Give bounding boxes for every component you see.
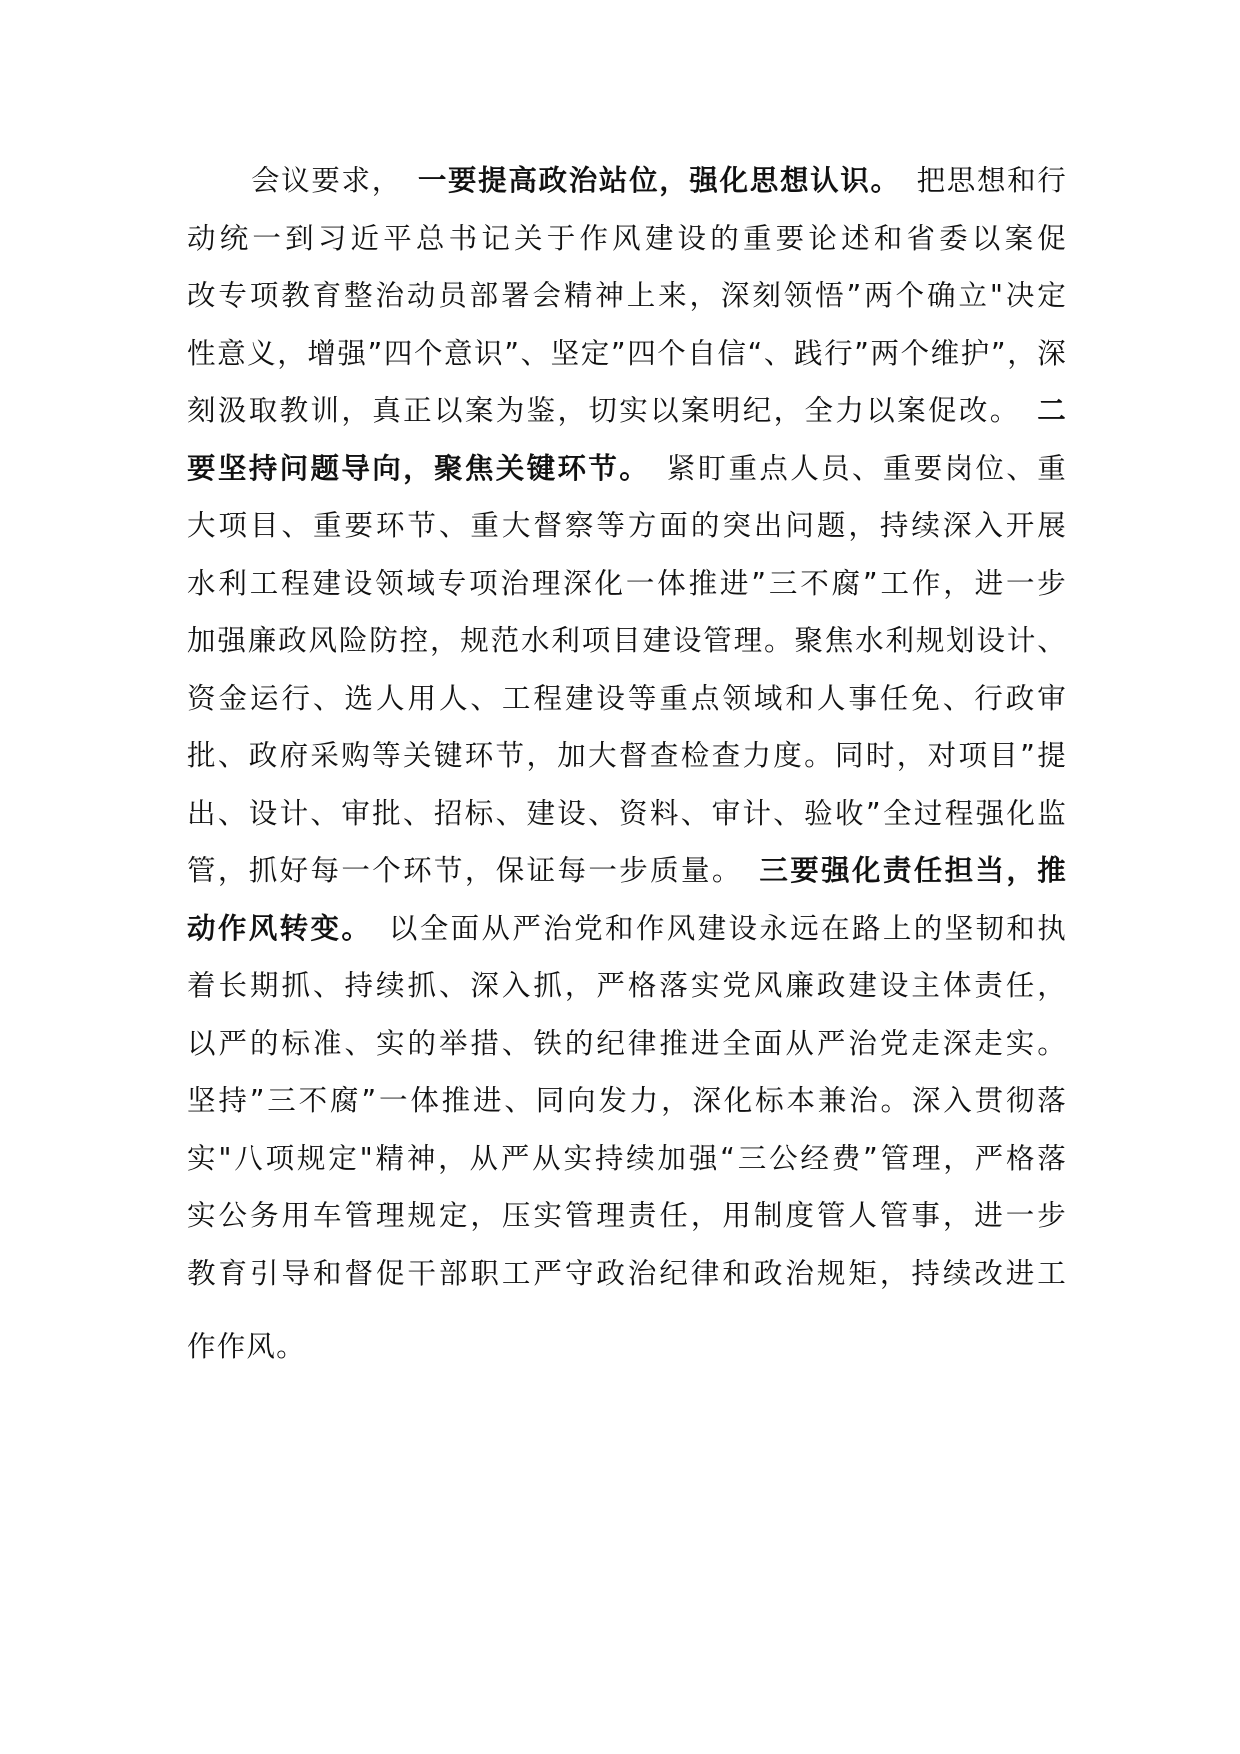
text-line — [187, 267, 1067, 325]
body-text: 坚持”三不腐”一体推进、同向发力，深化标本兼治。深入贯彻落 — [187, 1084, 1067, 1117]
body-text: 实"八项规定"精神，从严从实持续加强“三公经费”管理，严格落 — [187, 1141, 1067, 1175]
text-line — [187, 900, 1067, 958]
body-text: 批、政府采购等关键环节，加大督查检查力度。同时，对项目”提 — [187, 739, 1067, 772]
text-line — [187, 1245, 1067, 1303]
body-text: 紧盯重点人员、重要岗位、重 — [635, 451, 1067, 485]
text-line — [187, 555, 1067, 613]
text-line — [187, 612, 1067, 670]
text-line — [187, 727, 1067, 785]
body-paragraph — [187, 152, 1067, 1376]
body-text: 管，抓好每一个环节，保证每一步质量。 — [187, 854, 760, 887]
body-text: 资金运行、选人用人、工程建设等重点领域和人事任免、行政审 — [187, 681, 1067, 715]
body-text: 加强廉政风险防控，规范水利项目建设管理。聚焦水利规划设计、 — [187, 624, 1067, 657]
body-text: 着长期抓、持续抓、深入抓，严格落实党风廉政建设主体责任， — [187, 969, 1067, 1002]
text-line — [187, 1130, 1067, 1188]
body-text: 会议要求， — [251, 164, 418, 197]
text-line — [187, 1015, 1067, 1073]
bold-heading-text: 一要提高政治站位，强化思想认识。 — [417, 164, 887, 197]
body-text: 刻汲取教训，真正以案为鉴，切实以案明纪，全力以案促改。 — [187, 394, 1038, 427]
text-line — [187, 670, 1067, 728]
text-line — [187, 382, 1067, 440]
body-text: 性意义，增强”四个意识”、坚定”四个自信“、践行”两个维护”，深 — [187, 336, 1067, 370]
body-text: 实公务用车管理规定，压实管理责任，用制度管人管事，进一步 — [187, 1199, 1067, 1232]
text-line — [187, 325, 1067, 383]
text-line — [187, 785, 1067, 843]
bold-heading-text: 要坚持问题导向，聚焦关键环节。 — [187, 451, 636, 485]
text-line — [187, 440, 1067, 498]
text-line — [187, 1318, 1067, 1376]
text-line — [187, 497, 1067, 555]
body-text: 大项目、重要环节、重大督察等方面的突出问题，持续深入开展 — [187, 509, 1067, 542]
text-line — [187, 152, 1067, 210]
bold-heading-text: 动作风转变。 — [187, 911, 359, 945]
body-text: 改专项教育整治动员部署会精神上来，深刻领悟”两个确立"决定 — [187, 279, 1067, 312]
body-text: 动统一到习近平总书记关于作风建设的重要论述和省委以案促 — [187, 221, 1067, 255]
body-text: 作作风。 — [187, 1330, 306, 1363]
bold-heading-text: 三要强化责任担当，推 — [759, 854, 1067, 887]
text-line — [187, 957, 1067, 1015]
text-line — [187, 1187, 1067, 1245]
body-text: 出、设计、审批、招标、建设、资料、审计、验收”全过程强化监 — [187, 796, 1067, 830]
body-text: 以全面从严治党和作风建设永远在路上的坚韧和执 — [358, 911, 1067, 945]
bold-heading-text: 二 — [1037, 394, 1067, 427]
body-text: 以严的标准、实的举措、铁的纪律推进全面从严治党走深走实。 — [187, 1026, 1067, 1060]
text-line — [187, 1072, 1067, 1130]
text-line — [187, 210, 1067, 268]
body-text: 水利工程建设领域专项治理深化一体推进”三不腐”工作，进一步 — [187, 566, 1067, 600]
text-line — [187, 842, 1067, 900]
body-text: 把思想和行 — [886, 164, 1068, 197]
body-text: 教育引导和督促干部职工严守政治纪律和政治规矩，持续改进工 — [187, 1256, 1067, 1290]
